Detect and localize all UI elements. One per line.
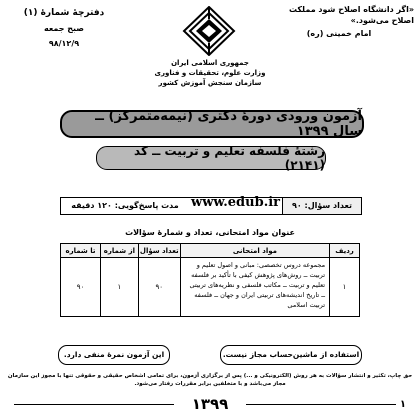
table-header-row <box>61 244 360 258</box>
organization-block <box>130 58 290 88</box>
field-title: رشتهٔ فلسفه تعلیم و تربیت ــ کد (۲۱۴۱) <box>134 144 325 172</box>
negative-mark-notice: این آزمون نمرهٔ منفی دارد. <box>58 345 170 365</box>
org-line-1: جمهوری اسلامی ایران <box>171 59 249 67</box>
exam-title: آزمون ورودی دورهٔ دکتری (نیمه‌متمرکز) ــ سال ۱۳۹۹ <box>95 109 362 139</box>
footer-year: ۱۳۹۹ <box>191 395 229 413</box>
session-label: صبح جمعه <box>43 24 85 33</box>
row-count: ۹۰ <box>138 258 180 317</box>
footer-divider-left <box>14 404 174 405</box>
exam-title-bar <box>60 110 364 138</box>
calculator-notice: استفاده از ماشین‌حساب مجاز نیست. <box>220 345 362 365</box>
header-index: ردیف <box>330 244 360 258</box>
answer-duration: مدت پاسخ‌گویی: ۱۲۰ دقیقه <box>71 201 179 210</box>
header-to: تا شماره <box>61 244 101 258</box>
khomeini-quote <box>264 4 414 39</box>
table-row <box>61 258 360 317</box>
field-title-bar <box>96 146 326 170</box>
booklet-number: دفترچهٔ شمارهٔ (۱) <box>23 8 105 18</box>
row-index: ۱ <box>330 258 360 317</box>
row-from: ۱ <box>100 258 138 317</box>
booklet-info <box>6 6 122 78</box>
copyright-notice: حق چاپ، تکثیر و انتشار سؤالات به هر روش (الکترونیکی و ...) پس از برگزاری آزمون، برای تمامی اشخاص حقیقی و حقوقی تنها با مجوز این سازمان مجاز می‌باشد و با متخلفین برابر مقررات رفتار می‌شود. <box>7 373 413 387</box>
quote-text: «اگر دانشگاه اصلاح شود مملکت اصلاح می‌شود.» <box>288 5 414 25</box>
row-to: ۹۰ <box>61 258 101 317</box>
exam-info-strip <box>60 197 362 215</box>
org-line-2: وزارت علوم، تحقیقات و فناوری <box>154 69 266 77</box>
website-watermark: www.edub.ir <box>191 195 281 210</box>
org-line-3: سازمان سنجش آموزش کشور <box>158 79 262 87</box>
header-count: تعداد سؤال <box>138 244 180 258</box>
question-count: تعداد سؤال: ۹۰ <box>282 198 361 214</box>
row-subject: مجموعه دروس تخصصی: مبانی و اصول تعلیم و تربیت ــ روش‌های پژوهش کیفی با تأکید بر فلسفه تعلیم و تربیت ــ مکاتب فلسفی و نظریه‌های تربیتی ــ تاریخ اندیشه‌های تربیتی ایران و جهان ــ فلسفه تربیت اسلامی <box>180 258 329 317</box>
header-subject: مواد امتحانی <box>180 244 329 258</box>
table-title: عنوان مواد امتحانی، تعداد و شمارهٔ سؤالات <box>125 228 295 237</box>
exam-date: ۹۸/۱۲/۹ <box>48 39 80 48</box>
footer-divider-right <box>246 404 396 405</box>
page-number: ۱ <box>399 399 406 410</box>
header-from: از شماره <box>100 244 138 258</box>
subjects-table <box>60 243 360 317</box>
quote-author: امام خمینی (ره) <box>306 29 372 38</box>
sanjesh-logo-icon <box>181 6 237 56</box>
